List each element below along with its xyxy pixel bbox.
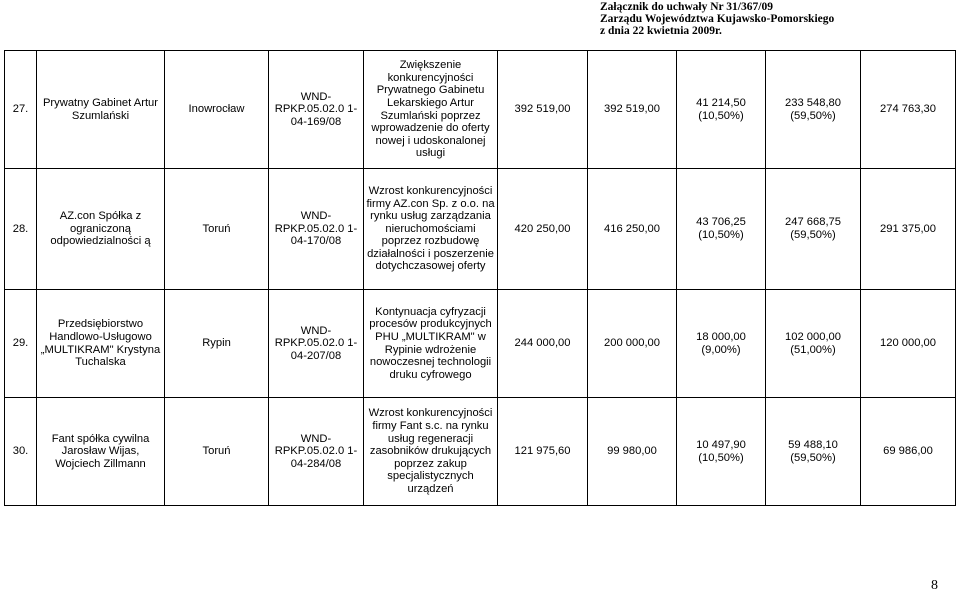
table-row: [5, 290, 956, 398]
row-number: 28.: [5, 169, 37, 290]
own-contribution-value: 43 706,25: [696, 216, 746, 229]
row-number: 30.: [5, 398, 37, 506]
funding-amount: 120 000,00: [861, 290, 956, 398]
city: Rypin: [165, 290, 269, 398]
projects-table: [4, 50, 956, 506]
funding-value: 59 488,10: [788, 438, 838, 451]
funding-pct: (59,50%): [790, 109, 836, 122]
own-contribution-pct: (9,00%): [701, 343, 741, 356]
application-number: WND-RPKP.05.02.0 1-04-284/08: [269, 398, 364, 506]
project-title: Wzrost konkurencyjności firmy Fant s.c. na rynku usług regeneracji zasobników drukujących poprzez zakup specjalistycznych urządzeń: [364, 398, 498, 506]
total-value: 244 000,00: [498, 290, 588, 398]
beneficiary-name: Fant spółka cywilna Jarosław Wijas, Wojciech Zillmann: [37, 398, 165, 506]
beneficiary-name: Prywatny Gabinet Artur Szumlański: [37, 51, 165, 169]
funding-value: 233 548,80: [785, 96, 841, 109]
own-contribution: [677, 169, 766, 290]
row-number: 29.: [5, 290, 37, 398]
table-row: [5, 398, 956, 506]
total-value: 392 519,00: [498, 51, 588, 169]
application-number: WND-RPKP.05.02.0 1-04-169/08: [269, 51, 364, 169]
own-contribution: [677, 398, 766, 506]
eligible-cost: 200 000,00: [588, 290, 677, 398]
funding-value: 102 000,00: [785, 330, 841, 343]
own-contribution-value: 10 497,90: [696, 438, 746, 451]
city: Toruń: [165, 398, 269, 506]
total-value: 420 250,00: [498, 169, 588, 290]
funding-pct: (59,50%): [790, 229, 836, 241]
city: Toruń: [165, 169, 269, 290]
own-contribution: [677, 290, 766, 398]
funding-pct: (59,50%): [790, 451, 836, 464]
own-contribution-value: 41 214,50: [696, 96, 746, 109]
resolution-header: [600, 1, 940, 37]
project-title: Kontynuacja cyfryzacji procesów produkcyjnych PHU „MULTIKRAM" w Rypinie wdrożenie nowoczesnej technologii druku cyfrowego: [364, 290, 498, 398]
header-line-3: z dnia 22 kwietnia 2009r.: [600, 25, 722, 37]
project-title: Zwiększenie konkurencyjności Prywatnego Gabinetu Lekarskiego Artur Szumlański poprzez wprowadzenie do oferty nowej i udoskonalonej usługi: [364, 51, 498, 169]
total-value: 121 975,60: [498, 398, 588, 506]
own-contribution-pct: (10,50%): [698, 109, 744, 122]
row-number: 27.: [5, 51, 37, 169]
city: Inowrocław: [165, 51, 269, 169]
funding: [766, 51, 861, 169]
table-row: [5, 169, 956, 290]
own-contribution: [677, 51, 766, 169]
funding-amount: 291 375,00: [861, 169, 956, 290]
header-line-1: Załącznik do uchwały Nr 31/367/09: [600, 1, 773, 13]
own-contribution-pct: (10,50%): [698, 451, 744, 464]
funding-amount: 69 986,00: [861, 398, 956, 506]
project-title: Wzrost konkurencyjności firmy AZ.con Sp. z o.o. na rynku usług zarządzania nieruchomościami poprzez rozbudowę działalności i poszerzenie dotychczasowej oferty: [364, 169, 498, 290]
header-line-2: Zarządu Województwa Kujawsko-Pomorskiego: [600, 13, 835, 25]
table-row: [5, 51, 956, 169]
beneficiary-name: Przedsiębiorstwo Handlowo-Usługowo „MULTIKRAM" Krystyna Tuchalska: [37, 290, 165, 398]
funding-value: 247 668,75: [785, 216, 841, 229]
eligible-cost: 99 980,00: [588, 398, 677, 506]
eligible-cost: 392 519,00: [588, 51, 677, 169]
funding: [766, 290, 861, 398]
eligible-cost: 416 250,00: [588, 169, 677, 290]
own-contribution-pct: (10,50%): [698, 229, 744, 241]
own-contribution-value: 18 000,00: [696, 330, 746, 343]
funding-amount: 274 763,30: [861, 51, 956, 169]
funding: [766, 398, 861, 506]
funding-pct: (51,00%): [790, 343, 836, 356]
application-number: WND-RPKP.05.02.0 1-04-170/08: [269, 169, 364, 290]
page-number: 8: [931, 578, 938, 593]
application-number: WND-RPKP.05.02.0 1-04-207/08: [269, 290, 364, 398]
funding: [766, 169, 861, 290]
beneficiary-name: AZ.con Spółka z ograniczoną odpowiedzialności ą: [37, 169, 165, 290]
